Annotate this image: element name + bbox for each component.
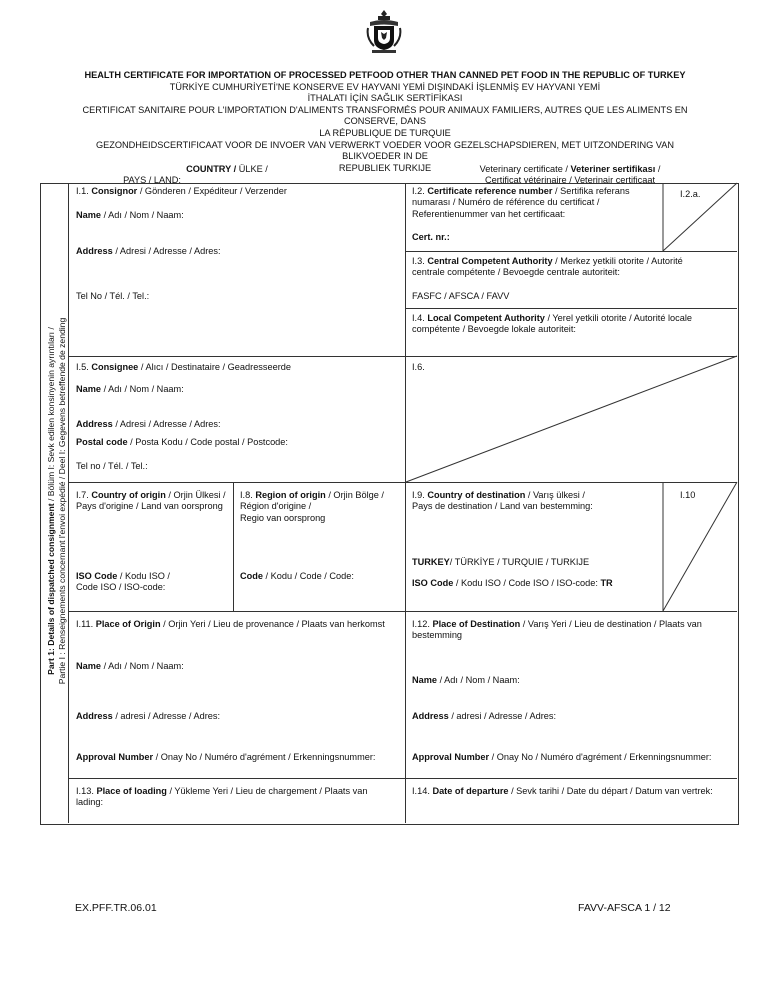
i7-rest-1: / Orjin Ülkesi / [165,490,226,500]
i8-bold: Region of origin [255,490,326,500]
i5-address-rest: / Adresi / Adresse / Adres: [112,419,221,429]
i11-name-rest: / Adı / Nom / Naam: [101,661,184,671]
i8-rest-2: Région d'origine / [240,501,312,512]
i7-country-origin-label [76,490,231,513]
i9-turkey-rest: / TÜRKİYE / TURQUIE / TURKIJE [449,557,590,567]
i12-approval-field[interactable] [412,752,711,763]
i9-bold: Country of destination [427,490,526,500]
i9-iso-bold: ISO Code [412,578,454,588]
i2-rest-1: / Sertifika referans [552,186,630,196]
i8-region-origin-label [240,490,400,524]
vet-certificate-label-2: Certificat vétérinaire / Veterinair certificaat [484,175,656,185]
i12-approval-rest: / Onay No / Numéro d'agrément / Erkenningsnummer: [489,752,712,762]
i1-address-rest: / Adresi / Adresse / Adres: [112,246,221,256]
i14-num: I.14. [412,786,433,796]
title-french-2: LA RÉPUBLIQUE DE TURQUIE [319,127,451,138]
i9-rest-2: Pays de destination / Land van bestemming: [412,501,593,512]
i3-rest-1: / Merkez yetkili otorite / Autorité [552,256,683,266]
i9-iso-value [412,578,613,589]
i9-iso-rest: / Kodu ISO / Code ISO / ISO-code: [453,578,601,588]
i11-address-bold: Address [76,711,113,721]
sidebar-title-bold: Part 1: Details of dispatched consignment [46,503,56,675]
i12-name-field[interactable] [412,675,520,686]
i3-num: I.3. [412,256,428,266]
i11-bold: Place of Origin [95,619,161,629]
i12-address-field[interactable] [412,711,556,722]
footer-form-code: EX.PFF.TR.06.01 [75,902,157,914]
i12-name-bold: Name [412,675,438,685]
i3-central-authority-label [412,256,730,279]
i5-name-rest: / Adı / Nom / Naam: [101,384,184,394]
i2-bold: Certificate reference number [427,186,553,196]
i7-iso-field[interactable] [76,571,170,594]
i9-num: I.9. [412,490,428,500]
i1-address-bold: Address [76,246,113,256]
i8-rest-1: / Orjin Bölge / [325,490,384,500]
title-french-1: CERTIFICAT SANITAIRE POUR L'IMPORTATION D'ALIMENTS TRANSFORMÉS POUR ANIMAUX FAMILIERS, AUTRES QUE LES ALIMENTS EN CONSERVE, DANS [82,104,688,127]
i4-bold: Local Competent Authority [427,313,545,323]
i9-turkey-value [412,557,589,568]
i12-address-bold: Address [412,711,449,721]
i12-rest-1: / Varış Yeri / Lieu de destination / Plaats van [520,619,702,629]
i12-approval-bold: Approval Number [412,752,490,762]
i8-rest-3: Regio van oorsprong [240,512,326,523]
i5-address-bold: Address [76,419,113,429]
i2-rest-3: Referentienummer van het certificaat: [412,208,566,219]
i11-name-field[interactable] [76,661,184,672]
i5-postal-rest: / Posta Kodu / Code postal / Postcode: [127,437,288,447]
i5-consignee-label [76,362,291,373]
i14-departure-date-label [412,786,713,797]
i5-num: I.5. [76,362,92,372]
i1-tel-field[interactable]: Tel No / Tél. / Tel.: [76,291,150,301]
i12-num: I.12. [412,619,433,629]
i1-address-field[interactable] [76,246,221,257]
i13-rest-2: lading: [76,797,104,808]
i2-reference-label [412,186,662,220]
i7-num: I.7. [76,490,92,500]
i10-label: I.10 [680,490,696,500]
i1-rest: / Gönderen / Expéditeur / Verzender [137,186,287,196]
i5-rest: / Alıcı / Destinataire / Geadresseerde [138,362,291,372]
i13-rest-1: / Yükleme Yeri / Lieu de chargement / Plaats van [166,786,368,796]
i7-iso-rest-1: / Kodu ISO / [117,571,170,581]
i9-turkey-bold: TURKEY [412,557,450,567]
i3-authority-value: FASFC / AFSCA / FAVV [412,291,510,301]
i8-code-field[interactable] [240,571,354,582]
i7-iso-rest-2: Code ISO / ISO-code: [76,582,166,593]
i11-approval-bold: Approval Number [76,752,154,762]
i11-rest: / Orjin Yeri / Lieu de provenance / Plaats van herkomst [160,619,385,629]
i11-place-origin-label [76,619,385,630]
i9-rest-1: / Varış ülkesi / [525,490,585,500]
i5-address-field[interactable] [76,419,221,430]
title-turkish-1: TÜRKİYE CUMHURİYETİ'NE KONSERVE EV HAYVANI YEMİ DIŞINDAKİ İŞLENMİŞ EV HAYVANI YEMİ [169,81,601,92]
i2-num: I.2. [412,186,428,196]
i5-tel-field[interactable]: Tel no / Tél. / Tel.: [76,461,148,471]
i1-name-rest: / Adı / Nom / Naam: [101,210,184,220]
i7-rest-2: Pays d'origine / Land van oorsprong [76,501,223,512]
i12-bold: Place of Destination [432,619,521,629]
i1-num: I.1. [76,186,92,196]
title-turkish-2: İTHALATI İÇİN SAĞLIK SERTİFİKASI [307,93,463,104]
i14-bold: Date of departure [432,786,509,796]
i11-name-bold: Name [76,661,102,671]
sidebar-subtitle: Partie I : Renseignements concernant l'envoi expédié / Deel I: Gegevens betreffende de zending [57,317,67,685]
i6-label: I.6. [412,362,425,372]
country-label-2: PAYS / LAND: [123,175,181,185]
i2-rest-2: numarası / Numéro de référence du certificat / [412,197,600,208]
i11-address-rest: / adresi / Adresse / Adres: [112,711,221,721]
i14-rest: / Sevk tarihi / Date du départ / Datum van vertrek: [508,786,713,796]
i8-num: I.8. [240,490,256,500]
i4-local-authority-label [412,313,730,336]
i2a-label: I.2.a. [680,189,701,199]
sidebar-title-rest: / Bölüm I: Sevk edilen konsinyenin ayrıntıları / [46,327,56,504]
i7-iso-bold: ISO Code [76,571,118,581]
i12-address-rest: / adresi / Adresse / Adres: [448,711,557,721]
i11-num: I.11. [76,619,96,629]
i5-postal-field[interactable] [76,437,288,448]
i5-bold: Consignee [91,362,139,372]
cert-nr-field[interactable]: Cert. nr.: [412,232,450,242]
vet-cert-bold: Veteriner sertifikası [570,164,656,174]
i4-num: I.4. [412,313,428,323]
i13-bold: Place of loading [96,786,167,796]
i9-country-destination-label [412,490,662,513]
i5-postal-bold: Postal code [76,437,128,447]
i1-bold: Consignor [91,186,138,196]
i3-bold: Central Competent Authority [427,256,553,266]
i11-approval-field[interactable] [76,752,375,763]
i8-code-bold: Code [240,571,263,581]
i13-place-loading-label [76,786,399,809]
vet-cert-rest-2: / [655,164,661,174]
i5-name-bold: Name [76,384,102,394]
i11-address-field[interactable] [76,711,220,722]
title-english: HEALTH CERTIFICATE FOR IMPORTATION OF PROCESSED PETFOOD OTHER THAN CANNED PET FOOD IN THE REPUBLIC OF TURKEY [84,70,686,80]
i12-name-rest: / Adı / Nom / Naam: [437,675,520,685]
i11-approval-rest: / Onay No / Numéro d'agrément / Erkenningsnummer: [153,752,376,762]
i7-bold: Country of origin [91,490,166,500]
i1-consignor-label [76,186,287,197]
i4-rest-2: compétente / Bevoegde lokale autoriteit: [412,324,576,335]
i1-name-bold: Name [76,210,102,220]
title-dutch-2: REPUBLIEK TURKIJE [338,162,432,173]
country-label-rest: ÜLKE / [236,164,268,174]
country-label-bold: COUNTRY / [186,164,237,174]
i8-code-rest: / Kodu / Code / Code: [262,571,354,581]
footer-page-number: FAVV-AFSCA 1 / 12 [578,902,671,914]
i12-place-destination-label [412,619,732,642]
i13-num: I.13. [76,786,97,796]
title-dutch-1: GEZONDHEIDSCERTIFICAAT VOOR DE INVOER VAN VERWERKT VOEDER VOOR GEZELSCHAPSDIEREN, MET UITZONDERING VAN BLIKVOEDER IN DE [95,139,675,162]
i9-iso-code: TR [600,578,613,588]
i5-name-field[interactable] [76,384,184,395]
i12-rest-2: bestemming [412,630,463,641]
vet-cert-rest-1: Veterinary certificate / [479,164,571,174]
i1-name-field[interactable] [76,210,184,221]
i4-rest-1: / Yerel yetkili otorite / Autorité locale [544,313,692,323]
i3-rest-2: centrale compétente / Bevoegde centrale autoriteit: [412,267,620,278]
